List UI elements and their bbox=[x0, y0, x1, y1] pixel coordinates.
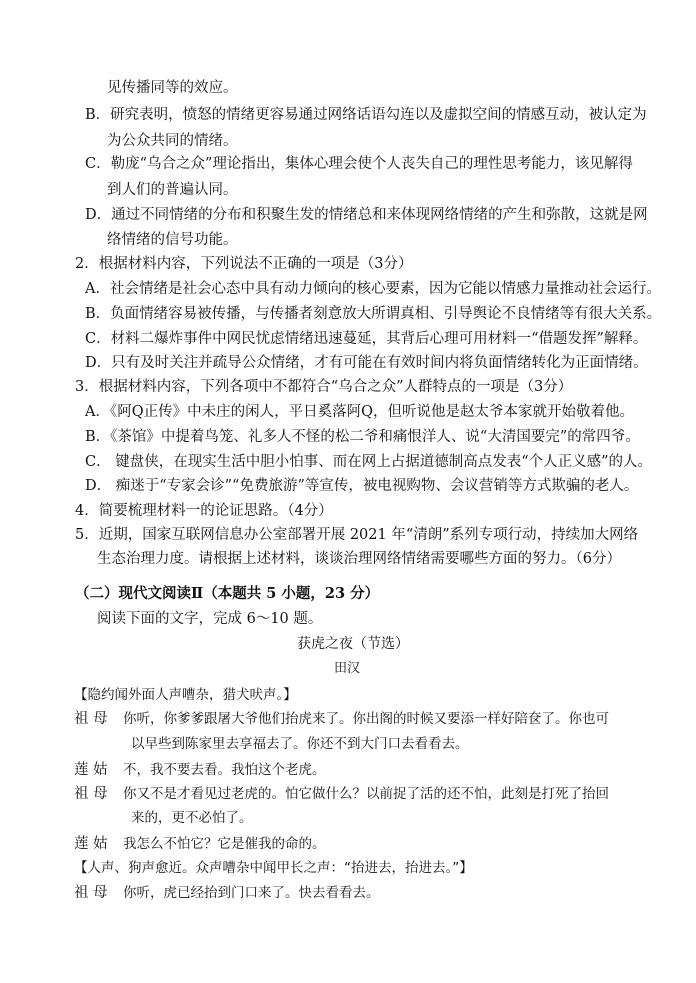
dialogue-line: 不，我不要去看。我怕这个老虎。 bbox=[123, 762, 326, 778]
dialogue-line: 你又不是才看见过老虎的。怕它做什么？以前捉了活的还不怕，此刻是打死了抬回 bbox=[123, 786, 609, 802]
text-line: 络情绪的信号功能。 bbox=[107, 232, 238, 248]
speaker-liangu: 莲 姑 bbox=[74, 762, 108, 778]
passage-title: 获虎之夜（节选） bbox=[297, 636, 409, 652]
speaker-grandmother: 祖 母 bbox=[74, 885, 108, 901]
dialogue-line: 你听，虎已经抬到门口来了。快去看看去。 bbox=[123, 885, 380, 901]
dialogue-line: 来的，更不必怕了。 bbox=[131, 810, 253, 826]
text-line: 到人们的普遍认同。 bbox=[107, 182, 238, 198]
option-line: C．材料二爆炸事件中网民忧虑情绪迅速蔓延，其背后心理可用材料一“借题发挥”解释。 bbox=[85, 331, 648, 347]
instruction: 阅读下面的文字，完成 6～10 题。 bbox=[97, 611, 323, 627]
option-line: A．《阿Q正传》中未庄的闲人，平日奚落阿Q，但听说他是赵太爷本家就开始敬着他。 bbox=[85, 404, 634, 420]
speaker-grandmother: 祖 母 bbox=[74, 711, 108, 727]
question-2: 2．根据材料内容，下列说法不正确的一项是（3分） bbox=[75, 256, 413, 272]
text-line: 生态治理力度。请根据上述材料，谈谈治理网络情绪需要哪些方面的努力。（6分） bbox=[97, 551, 621, 567]
speaker-grandmother: 祖 母 bbox=[74, 786, 108, 802]
dialogue-line: 以早些到陈家里去享福去了。你还不到大门口去看看去。 bbox=[131, 736, 469, 752]
question-4: 4．简要梳理材料一的论证思路。（4分） bbox=[75, 503, 333, 519]
text-line: D．通过不同情绪的分布和积聚生发的情绪总和来体现网络情绪的产生和弥散，这就是网 bbox=[85, 207, 648, 223]
passage-author: 田汉 bbox=[334, 661, 361, 676]
stage-direction: 【人声、狗声愈近。众声嘈杂中闻甲长之声：“抬进去，抬进去。”】 bbox=[74, 860, 473, 876]
text-line: 为公众共同的情绪。 bbox=[107, 133, 238, 149]
option-line: A．社会情绪是社会心态中具有动力倾向的核心要素，因为它能以情感力量推动社会运行。 bbox=[85, 281, 661, 297]
question-5: 5．近期，国家互联网信息办公室部署开展 2021 年“清朗”系列专项行动，持续加大网络 bbox=[75, 527, 639, 543]
option-line: B．《茶馆》中提着鸟笼、礼多人不怪的松二爷和痛恨洋人、说“大清国要完”的常四爷。 bbox=[85, 429, 640, 445]
speaker-liangu: 莲 姑 bbox=[74, 836, 108, 852]
text-line: B．研究表明，愤怒的情绪更容易通过网络话语勾连以及虚拟空间的情感互动，被认定为 bbox=[85, 107, 647, 123]
dialogue-line: 你听，你爹爹跟屠大爷他们抬虎来了。你出阁的时候又要添一样好陪奁了。你也可 bbox=[123, 711, 609, 727]
text-line: 见传播同等的效应。 bbox=[107, 80, 238, 96]
text-line: C．勒庞“乌合之众”理论指出，集体心理会使个人丧失自己的理性思考能力，该见解得 bbox=[85, 156, 633, 172]
stage-direction: 【隐约闻外面人声嘈杂，猎犬吠声。】 bbox=[74, 687, 297, 703]
dialogue-line: 我怎么不怕它？它是催我的命的。 bbox=[123, 836, 326, 852]
option-line: D． 痴迷于“专家会诊”“免费旅游”等宣传，被电视购物、会议营销等方式欺骗的老人。 bbox=[85, 478, 639, 494]
section-heading: （二）现代文阅读Ⅱ（本题共 5 小题，23 分） bbox=[75, 585, 380, 602]
option-line: B．负面情绪容易被传播，与传播者刻意放大所谓真相、引导舆论不良情绪等有很大关系。 bbox=[85, 306, 662, 322]
question-3: 3．根据材料内容，下列各项中不都符合“乌合之众”人群特点的一项是（3分） bbox=[75, 379, 573, 395]
option-line: D．只有及时关注并疏导公众情绪，才有可能在有效时间内将负面情绪转化为正面情绪。 bbox=[85, 355, 648, 371]
option-line: C． 键盘侠，在现实生活中胆小怕事、而在网上占据道德制高点发表“个人正义感”的人。 bbox=[85, 454, 653, 470]
